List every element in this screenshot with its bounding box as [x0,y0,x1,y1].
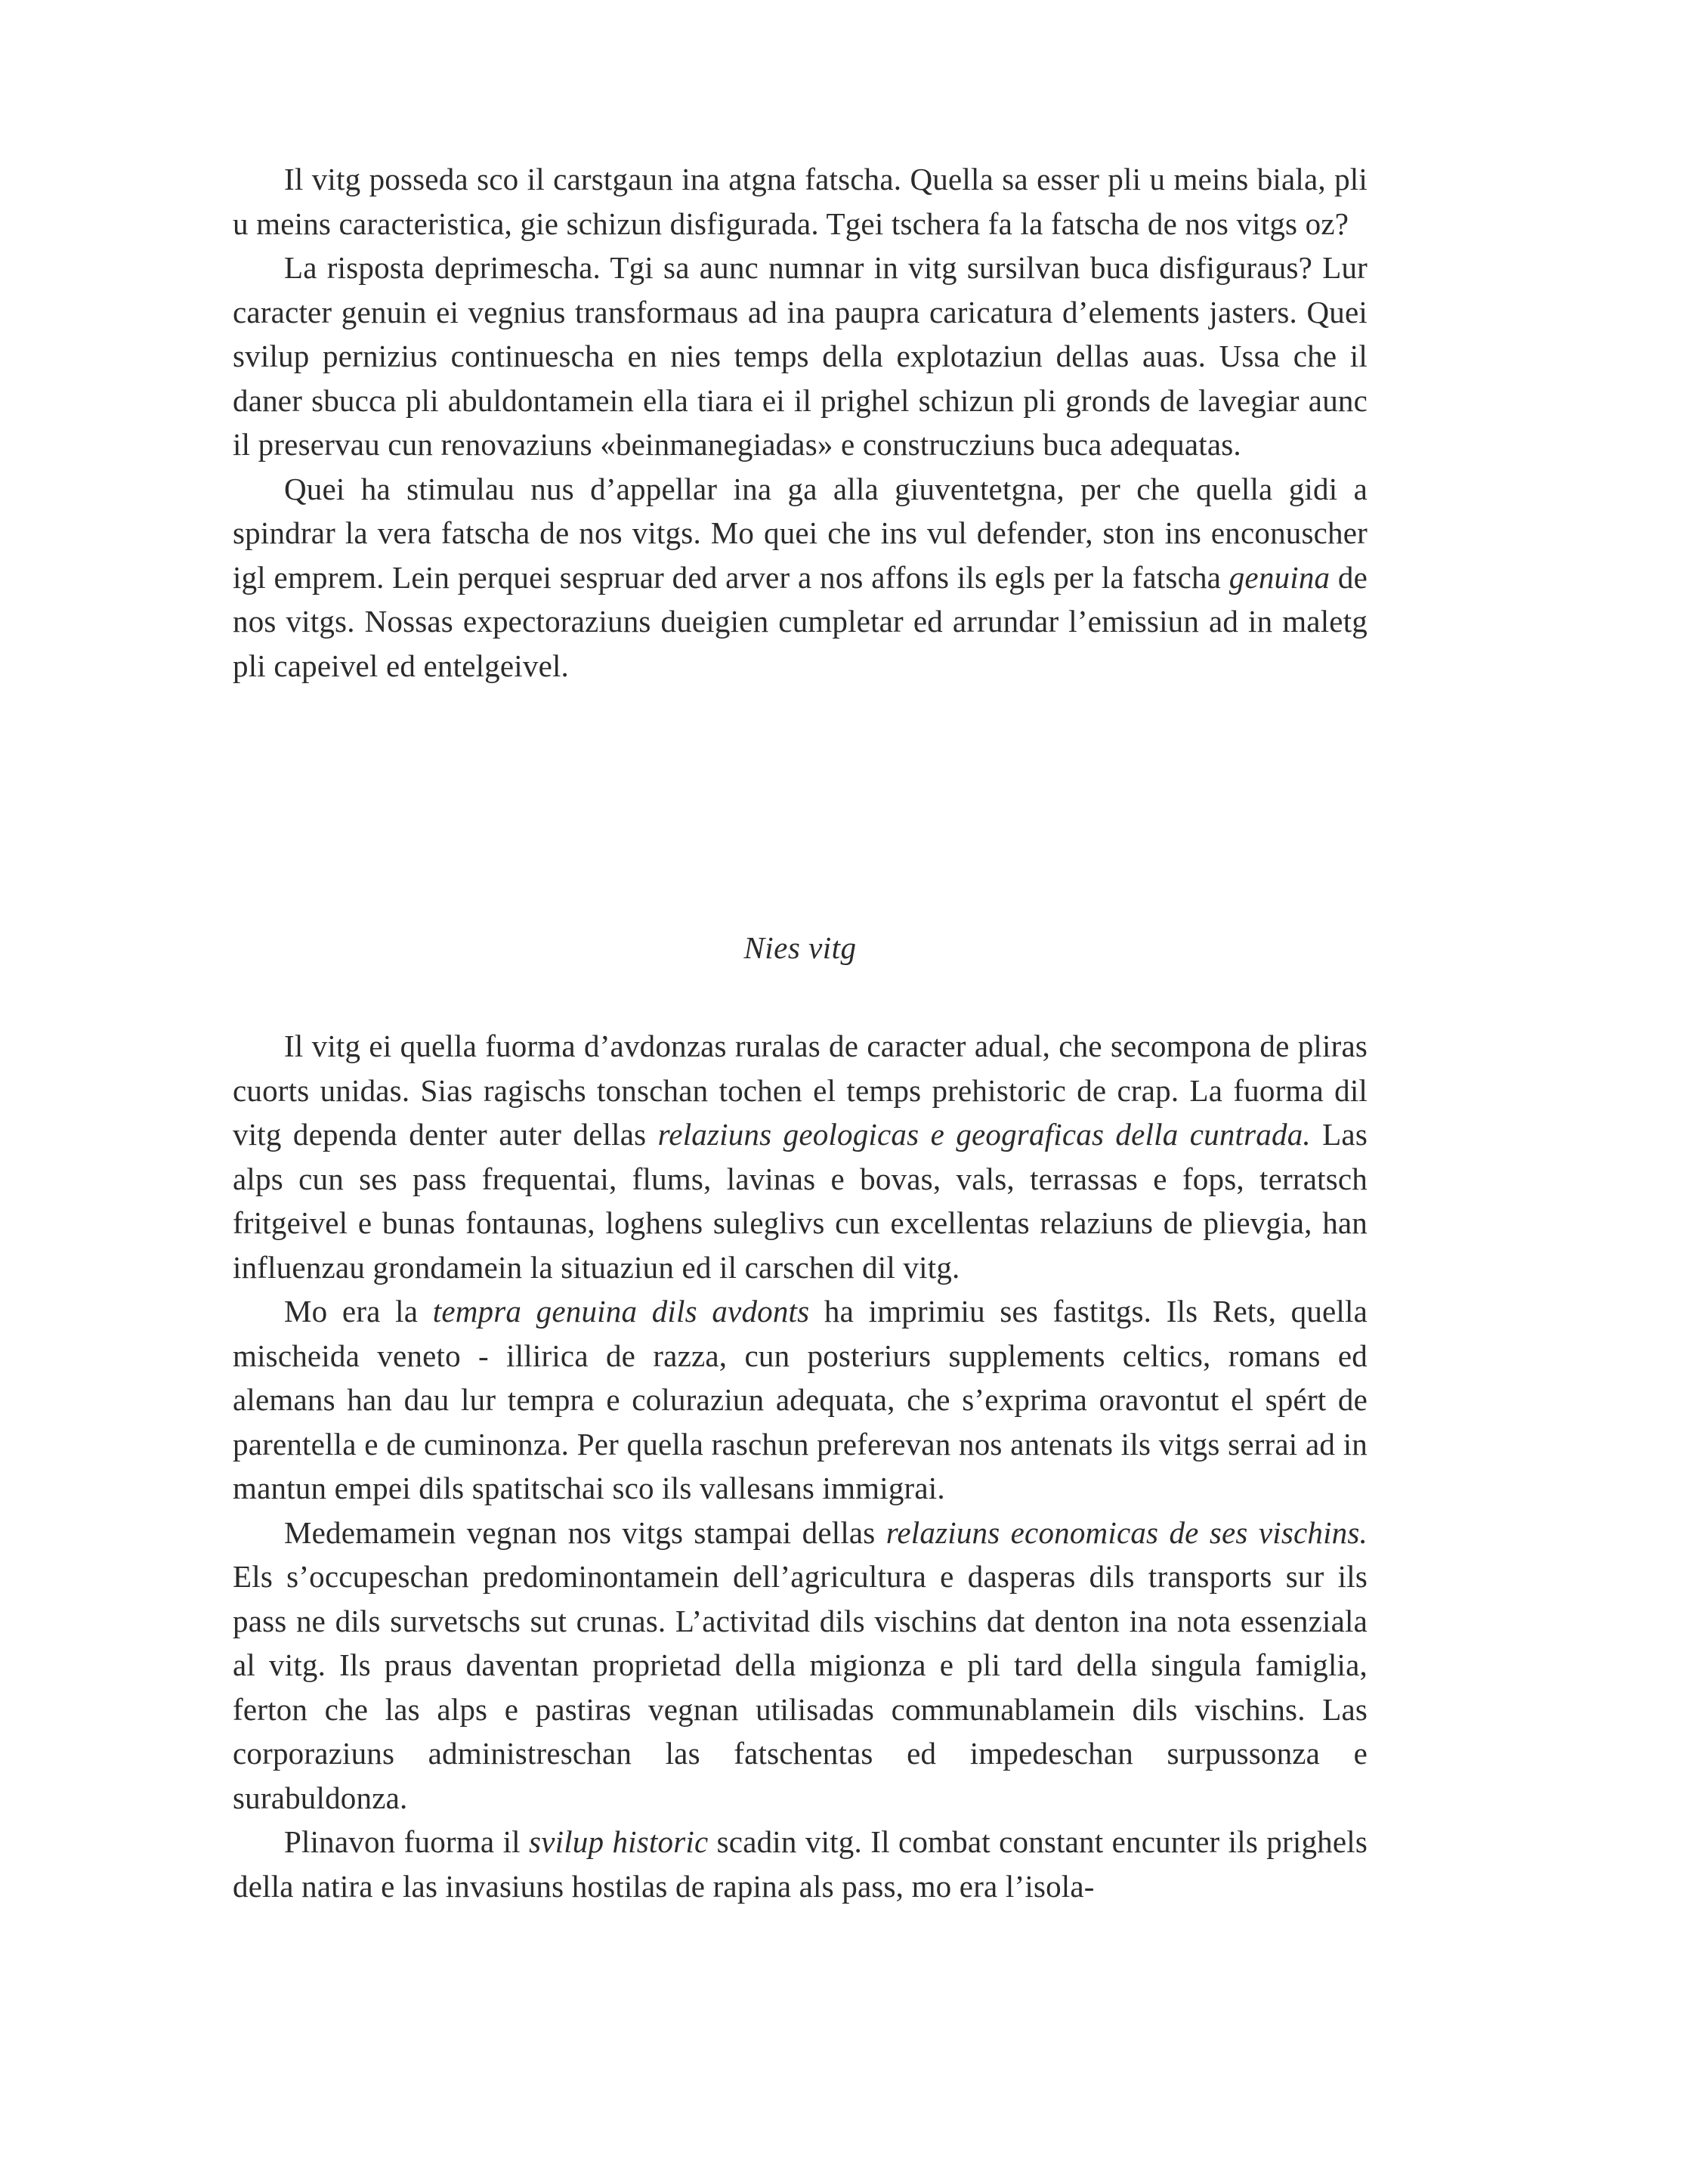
body-paragraph-1 [233,1024,1368,1289]
emphasis-text: genuina [1229,559,1330,595]
text-run: Plinavon fuorma il [284,1824,530,1859]
emphasis-text: relaziuns geologicas e geograficas della cuntrada. [657,1117,1311,1152]
body-paragraph-3 [233,1511,1368,1821]
text-run: Mo era la [284,1294,433,1329]
text-run: de nos vitgs. Nossas expectoraziuns dueigien cumpletar ed arrundar l’emissiun ad in maletg pli capeivel ed entelgeivel. [233,559,1368,683]
text-run: Las alps cun ses pass frequentai, flums, lavinas e bovas, vals, terrassas e fops, terratsch fritgeivel e bunas fontaunas, loghens suleglivs cun excellentas relaziuns de plievgia, han influenzau grondamein la situaziun ed il carschen dil vitg. [233,1117,1368,1285]
intro-paragraph-1: Il vitg posseda sco il carstgaun ina atgna fatscha. Quella sa esser pli u meins biala, pli u meins caracteristica, gie schizun disfigurada. Tgei tschera fa la fatscha de nos vitgs oz? [233,162,1368,241]
intro-paragraph-3 [233,467,1368,688]
emphasis-text: tempra genuina dils avdonts [432,1294,810,1329]
text-run: ha imprimiu ses fastitgs. Ils Rets, quella mischeida veneto - illirica de razza, cun posteriurs supplements celtics, romans ed alemans han dau lur tempra e coluraziun adequata, che s’exprima oravontut el spért de parentella e de cuminonza. Per quella raschun preferevan nos antenats ils vitgs serrai ad in mantun empei dils spatitschai sco ils vallesans immigrai. [233,1294,1368,1505]
text-run: Quei ha stimulau nus d’appellar ina ga alla giuventetgna, per che quella gidi a spindrar la vera fatscha de nos vitgs. Mo quei che ins vul defender, ston ins enconuscher igl emprem. Lein perquei sespruar ded arver a nos affons ils egls per la fatscha [233,471,1368,595]
section-heading: Nies vitg [743,930,857,965]
body-paragraph-2 [233,1289,1368,1511]
emphasis-text: relaziuns economicas de ses vischins. [885,1514,1368,1550]
intro-paragraph-2: La risposta deprimescha. Tgi sa aunc numnar in vitg sursilvan buca disfiguraus? Lur caracter genuin ei vegnius transformaus ad ina paupra caricatura d’elements jasters. Quei svilup pernizius continuescha en nies temps della explotaziun dellas auas. Ussa che il daner sbucca pli abuldontamein ella tiara ei il prighel schizun pli gronds de lavegiar aunc il preservau cun renovaziuns «beinmanegiadas» e construcziuns buca adequatas. [233,250,1368,462]
text-run: scadin vitg. Il combat constant encunter ils prighels della natira e las invasiuns hostilas de rapina als pass, mo era l’isola- [233,1824,1368,1904]
text-run: Els s’occupeschan predominontamein dell’agricultura e dasperas dils transports sur ils pass ne dils survetschs sut crunas. L’activitad dils vischins dat denton ina nota essenziala al vitg. Ils praus daventan proprietad della migionza e pli tard della singula famiglia, ferton che las alps e pastiras vegnan utilisadas communablamein dils vischins. Las corporaziuns administreschan las fatschentas ed impedeschan surpussonza e surabuldonza. [233,1559,1368,1815]
intro-text-block [233,157,1368,688]
text-run: Il vitg ei quella fuorma d’avdonzas ruralas de caracter adual, che secompona de pliras cuorts unidas. Sias ragischs tonschan tochen el temps prehistoric de crap. La fuorma dil vitg dependa denter auter dellas [233,1029,1368,1152]
emphasis-text: svilup historic [529,1824,709,1859]
body-paragraph-4 [233,1820,1368,1908]
text-run: Medemamein vegnan nos vitgs stampai dellas [284,1514,886,1550]
body-text-block [233,1024,1368,1908]
